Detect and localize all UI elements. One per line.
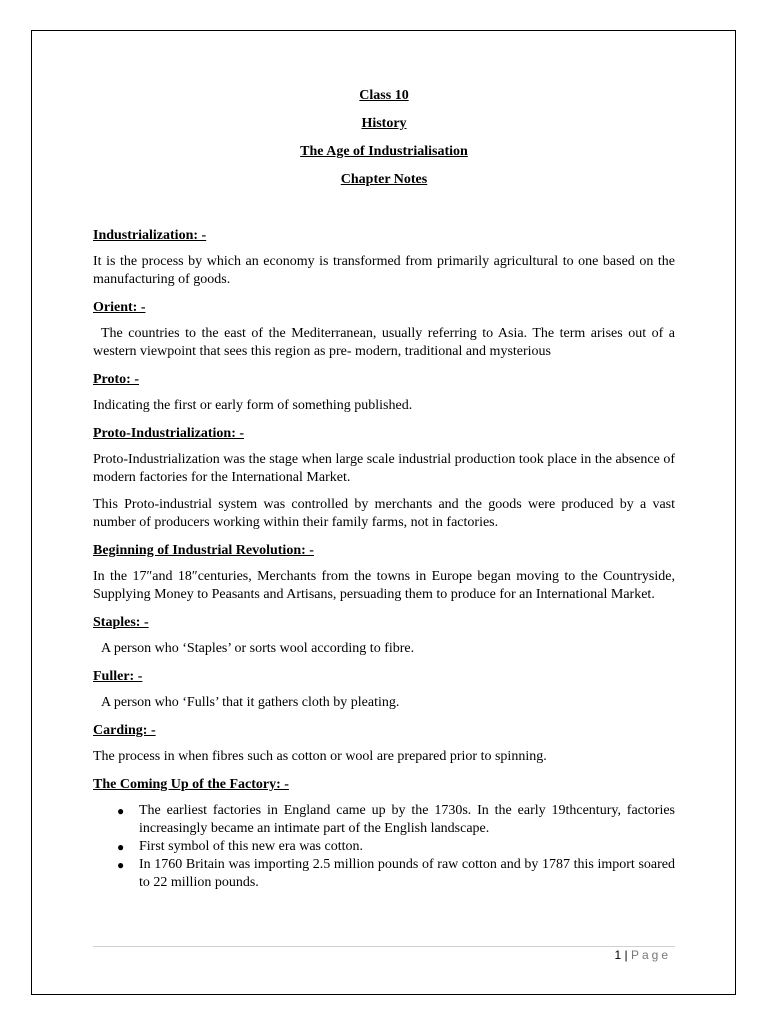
text-proto-industrialization-1: Proto-Industrialization was the stage when large scale industrial production took place in the absence of modern factories for the International Market.: [93, 452, 675, 485]
page-word: Page: [630, 948, 671, 962]
heading-orient: Orient: -: [93, 300, 146, 315]
heading-fuller: Fuller: -: [93, 669, 143, 684]
footer-separator: |: [624, 948, 628, 962]
text-carding: The process in when fibres such as cotton or wool are prepared prior to spinning.: [93, 749, 547, 764]
footer-divider: [93, 946, 675, 947]
text-orient: The countries to the east of the Mediterranean, usually referring to Asia. The term arises out of a western viewpoint that sees this region as pre- modern, traditional and mysterious: [93, 326, 675, 359]
heading-staples: Staples: -: [93, 615, 149, 630]
title-class: Class 10: [359, 88, 409, 103]
heading-proto-industrialization: Proto-Industrialization: -: [93, 426, 245, 441]
heading-beginning: Beginning of Industrial Revolution: -: [93, 543, 314, 558]
title-chapter: The Age of Industrialisation: [300, 144, 468, 159]
bullet-icon: ●: [117, 840, 125, 854]
heading-industrialization: Industrialization: -: [93, 228, 207, 243]
list-item: ● In 1760 Britain was importing 2.5 million pounds of raw cotton and by 1787 this import soared to 22 million pounds.: [117, 857, 675, 890]
title-subject: History: [361, 116, 407, 131]
text-proto-industrialization-2: This Proto-industrial system was controlled by merchants and the goods were produced by a vast number of producers working within their family farms, not in factories.: [93, 497, 675, 530]
text-fuller: A person who ‘Fulls’ that it gathers cloth by pleating.: [101, 695, 400, 710]
factory-bullet-list: [93, 802, 675, 892]
heading-carding: Carding: -: [93, 723, 156, 738]
text-staples: A person who ‘Staples’ or sorts wool according to fibre.: [101, 641, 415, 656]
bullet-icon: ●: [117, 804, 125, 818]
page-number: 1: [614, 948, 622, 962]
text-beginning: In the 17″and 18″centuries, Merchants from the towns in Europe began moving to the Countryside, Supplying Money to Peasants and Artisans, persuading them to produce for an International Market.: [93, 569, 675, 602]
list-item: ● The earliest factories in England came up by the 1730s. In the early 19thcentury, factories increasingly became an intimate part of the English landscape.: [117, 803, 675, 836]
text-proto: Indicating the first or early form of something published.: [93, 398, 413, 413]
title-notes: Chapter Notes: [340, 172, 428, 187]
document-body: [93, 86, 675, 892]
page-footer: [614, 948, 671, 962]
list-item: ● First symbol of this new era was cotton.: [117, 839, 363, 854]
bullet-icon: ●: [117, 858, 125, 872]
text-industrialization: It is the process by which an economy is transformed from primarily agricultural to one based on the manufacturing of goods.: [93, 254, 675, 287]
heading-proto: Proto: -: [93, 372, 139, 387]
heading-factory: The Coming Up of the Factory: -: [93, 777, 289, 792]
